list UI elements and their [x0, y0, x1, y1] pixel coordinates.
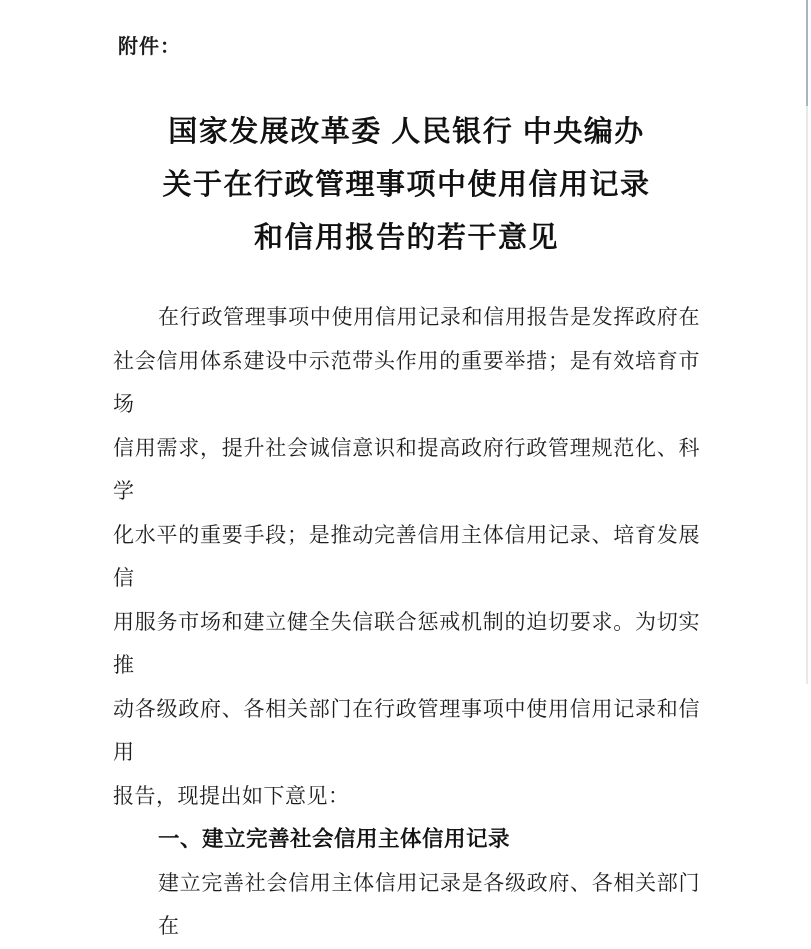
document-title-line: 关于在行政管理事项中使用信用记录 — [162, 169, 651, 201]
scrollbar-thumb[interactable] — [806, 0, 809, 106]
body-line: 用服务市场和建立健全失信联合惩戒机制的迫切要求。为切实推 — [113, 609, 700, 677]
body-line: 社会信用体系建设中示范带头作用的重要举措；是有效培育市场 — [113, 348, 700, 416]
body-line: 化水平的重要手段；是推动完善信用主体信用记录、培育发展信 — [113, 522, 700, 590]
section-heading: 一、建立完善社会信用主体信用记录 — [158, 827, 511, 851]
body-line: 建立完善社会信用主体信用记录是各级政府、各相关部门在 — [158, 870, 700, 938]
body-line: 动各级政府、各相关部门在行政管理事项中使用信用记录和信用 — [113, 696, 700, 764]
body-line: 在行政管理事项中使用信用记录和信用报告是发挥政府在 — [158, 305, 700, 329]
document-title-line: 和信用报告的若干意见 — [253, 222, 559, 254]
body-line: 报告，现提出如下意见： — [113, 783, 350, 808]
document-body — [113, 296, 700, 949]
body-line: 信用需求，提升社会诚信意识和提高政府行政管理规范化、科学 — [113, 435, 700, 503]
document-title — [113, 106, 700, 265]
attachment-label: 附件： — [118, 36, 181, 58]
document-title-line: 国家发展改革委 人民银行 中央编办 — [168, 116, 645, 148]
